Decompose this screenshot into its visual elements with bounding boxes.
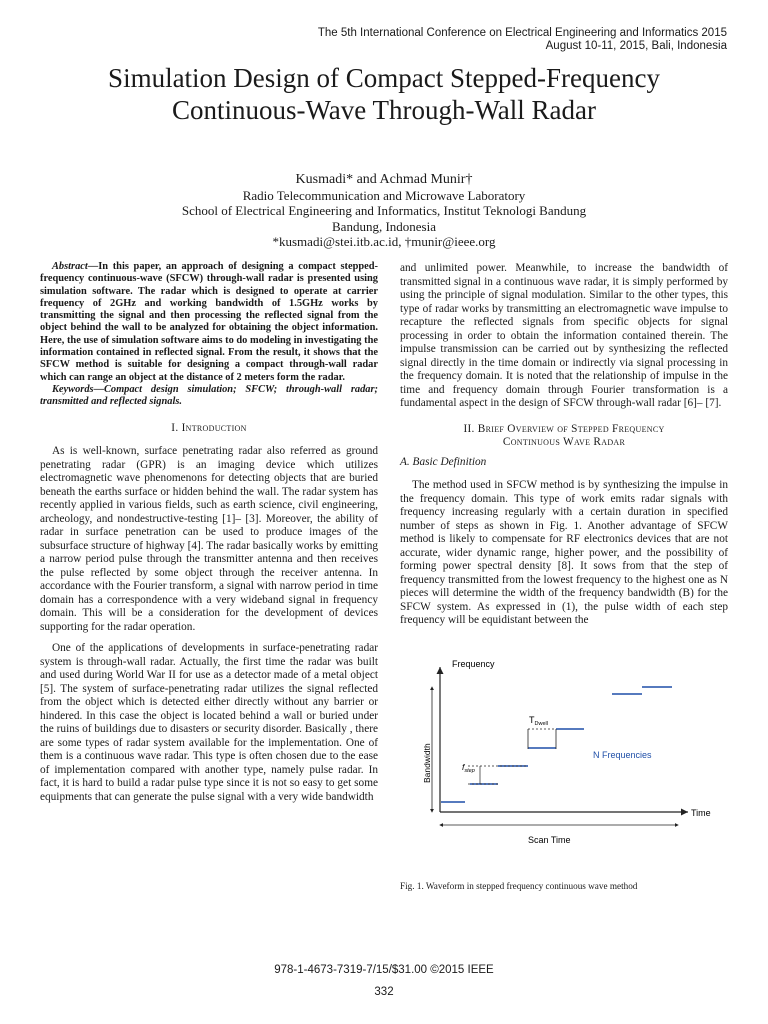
affiliation-city: Bandung, Indonesia [332,218,436,234]
section-heading-introduction: I. Introduction [171,421,247,434]
conference-header [318,27,727,53]
intro-paragraph-1: As is well-known, surface penetrating radar also referred as ground penetrating radar (GPR) is an imaging device which utilizes electromagnetic wave phenomenons for detecting objects that are buried beneath the earths surface or hidden behind the wall. The radar system has recently applied in various fields, such as earth science, civil engineering, archeology, and nondestructive-testing [1]– [3]. Moreover, the ability of radar in surface penetration can be used to produce images of the subsurface structure of highway [4]. The radar basically works by emitting a narrow period pulse through the transmitter antenna and then receives the pulse reflected by some object through the receiver antenna. In accordance with the Fourier transform, a signal with narrow period in time domain has a correspondence with a very wideband signal in frequency domain. This will be a consideration for the development of devices supporting for the radar operation. [40,445,378,633]
left-column [40,261,378,804]
author-names: Kusmadi* and Achmad Munir† [295,172,473,187]
page-number: 332 [374,986,394,998]
conference-name: The 5th International Conference on Electrical Engineering and Informatics 2015 [317,27,727,39]
section2-heading-line-1: II. Brief Overview of Stepped Frequency [463,422,665,435]
y-axis-label: Frequency [452,659,495,669]
footer-copyright: 978-1-4673-7319-7/15/$31.00 ©2015 IEEE [274,964,494,976]
frequency-steps [441,687,672,802]
section-heading-overview [400,423,728,450]
section2-heading-line-2: Continuous Wave Radar [502,436,626,448]
intro-paragraph-2: One of the applications of developments in surface-penetrating radar system is through-wall radar. Actually, the first time the radar was built and used during World War II for use as a detector made of a metal object [5]. The system of surface-penetrating radar utilizes the signal reflected from the object which is detected either directly without any barrier or hindered. In this case the object is located behind a wall or buried under the ruins of buildings due to disasters or security disorder. Basically , there are some types of radar system available for the implementation. One of them is a continuous wave radar. This type is often chosen due to the ease of implementation compared with another type, namely pulse radar. In fact, it is hard to build a radar pulse type since it is not so easy to get some equipments that can generate the pulse signal with a very wide bandwidth [40,642,378,803]
figure-1-waveform [410,657,730,857]
title-line-1: Simulation Design of Compact Stepped-Frequency [108,63,660,93]
affiliation-school: School of Electrical Engineering and Informatics, Institut Teknologi Bandung [181,203,587,218]
f-step-label: $f_{step}$ [462,762,475,774]
title-line-2: Continuous-Wave Through-Wall Radar [171,95,597,125]
affiliation-lab: Radio Telecommunication and Microwave Laboratory [242,187,526,203]
abstract [40,261,378,384]
subsection-heading-basic-definition: A. Basic Definition [400,455,487,468]
bandwidth-label: Bandwidth [422,743,432,783]
paper-title [0,62,768,126]
x-axis-label: Time [691,808,711,818]
continued-paragraph: and unlimited power. Meanwhile, to increase the bandwidth of transmitted signal in a continuous wave radar, it is simply performed by using the principle of signal modulation. Similar to the other types, this type of radar works by transmitting an electromagnetic wave impulse to recapture the reflected signals from specific objects for signal processing in order to obtain the information contained therein. The impulse transmission can be carried out by synthesizing the reflected signal directly in the time domain or indirectly via signal processing in the frequency domain. It is noted that the relationship of impulse in the time and frequency domain through Fourier transformation is a fundamental aspect in the design of SFCW through-wall radar [6]– [7]. [400,262,728,409]
t-dwell-label: $T_{Dwell}$ [529,715,548,727]
figure-1-caption: Fig. 1. Waveform in stepped frequency continuous wave method [400,881,638,891]
scan-time-label: Scan Time [528,835,571,845]
right-column [400,262,728,628]
basic-definition-paragraph: The method used in SFCW method is by synthesizing the impulse in the frequency domain. This type of work emits radar signals with frequency increasing regularly with a certain duration in specified number of steps as shown in Fig. 1. Another advantage of SFCW method is likely to compensate for RF electronics devices that are not accurate, wider dynamic range, higher power, and the possibility of forming power spectral density [8]. It sows from that the step of frequency transmitted from the lowest frequency to the highest one as N pieces will determine the width of the frequency bandwidth (B) for the SFCW system. As expressed in (1), the pulse width of each step frequency will be equidistant between the [400,479,728,626]
abstract-text: —In this paper, an approach of designing a compact stepped-frequency continuous-wave (SFCW) through-wall radar is presented using simulation software. The radar which is designed to operate at carrier frequency of 2GHz and working bandwidth of 1.5GHz works by transmitting the signal and then processing the reflected signal from the object behind the wall to be analyzed for obtaining the object information. Here, the use of simulation software aims to do modeling in investigating the information contained in reflected signal. From the result, it shows that the SFCW method is suitable for designing a compact through-wall radar which can range an object at the distance of 2 meters form the radar. [40,261,378,383]
n-frequencies-label: N Frequencies [593,750,652,760]
keywords: Keywords—Compact design simulation; SFCW; through-wall radar; transmitted and reflected signals. [40,383,378,408]
abstract-label: Abstract [52,261,88,272]
author-emails: *kusmadi@stei.itb.ac.id, †munir@ieee.org [272,234,496,249]
conference-date: August 10-11, 2015, Bali, Indonesia [545,40,727,52]
author-block [0,172,768,250]
